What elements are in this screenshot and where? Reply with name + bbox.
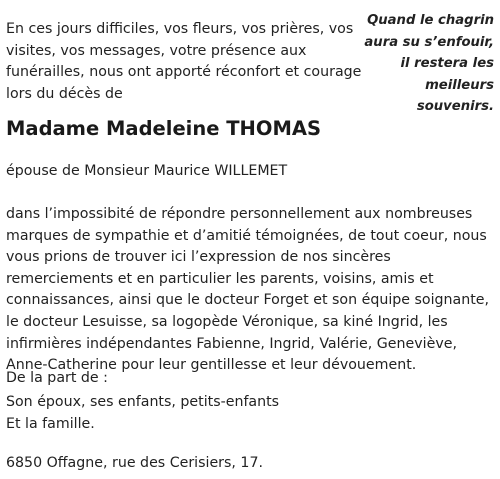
deceased-name: Madame Madeleine THOMAS: [6, 117, 321, 140]
memorial-quote: [354, 10, 494, 118]
quote-line: meilleurs: [425, 77, 494, 93]
family-line: Et la famille.: [6, 415, 95, 432]
spouse-line: épouse de Monsieur Maurice WILLEMET: [6, 163, 288, 179]
family-line: Son époux, ses enfants, petits-enfants: [6, 394, 280, 410]
quote-line: souvenirs.: [416, 99, 494, 114]
thanks-paragraph: dans l’impossibité de répondre personnellement aux nombreuses marques de sympathie et d’amitié témoignées, de tout coeur, nous vous prions de trouver ici l’expression de nos sincères remerciements et en particulier les parents, voisins, amis et connaissances, ainsi que le docteur Forget et son équipe soignante, le docteur Lesuisse, sa logopède Véronique, sa kiné Ingrid, les infirmières indépendantes Fabienne, Ingrid, Valérie, Geneviève, Anne-Catherine pour leur gentillesse et leur dévouement.: [6, 206, 490, 374]
quote-line: Quand le chagrin: [367, 13, 494, 28]
address-line: 6850 Offagne, rue des Cerisiers, 17.: [6, 455, 263, 471]
quote-line: il restera les: [400, 56, 494, 71]
from-label: De la part de :: [6, 370, 108, 386]
quote-line: aura su s’enfouir,: [364, 34, 494, 50]
family-signature: [6, 392, 279, 435]
intro-paragraph: En ces jours difficiles, vos fleurs, vos prières, vos visites, vos messages, votre présence aux funérailles, nous ont apporté réconfort et courage lors du décès de: [6, 21, 362, 102]
